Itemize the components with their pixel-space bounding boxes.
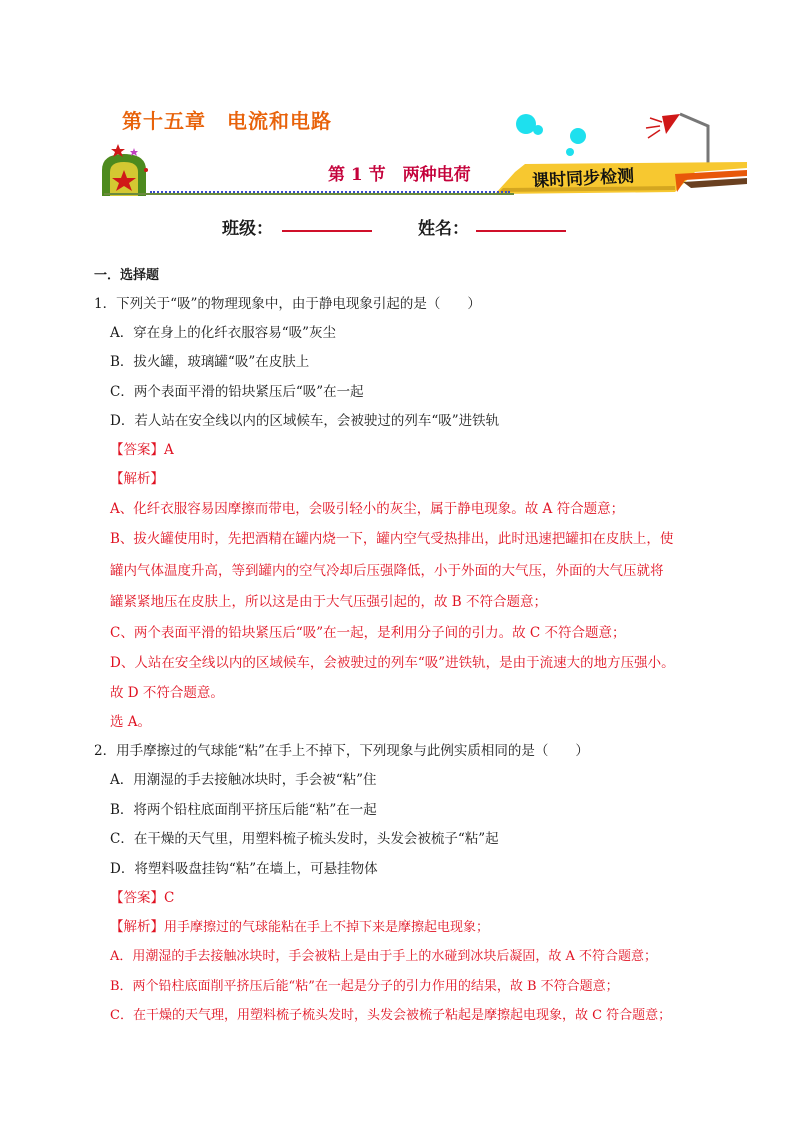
question-1-answer: 【答案】A <box>110 442 174 458</box>
question-2-option-b: B．将两个铅柱底面削平挤压后能“粘”在一起 <box>110 802 377 818</box>
bubbles-decoration <box>508 110 598 160</box>
question-1-analysis-line: 罐紧紧地压在皮肤上，所以这是由于大气压强引起的，故 B 不符合题意； <box>110 594 548 610</box>
question-1-stem: 1．下列关于“吸”的物理现象中，由于静电现象引起的是（ ） <box>94 296 481 312</box>
question-1-option-c: C．两个表面平滑的铅块紧压后“吸”在一起 <box>110 384 364 400</box>
question-1-option-d: D．若人站在安全线以内的区域候车，会被驶过的列车“吸”进铁轨 <box>110 413 500 429</box>
question-1-analysis-line: C、两个表面平滑的铅块紧压后“吸”在一起，是利用分子间的引力。故 C 不符合题意； <box>110 625 626 641</box>
question-1-analysis-line: A、化纤衣服容易因摩擦而带电，会吸引轻小的灰尘，属于静电现象。故 A 符合题意； <box>110 501 625 517</box>
question-2-analysis-line: B．两个铅柱底面削平挤压后能“粘”在一起是分子的引力作用的结果，故 B 不符合题意； <box>110 979 619 994</box>
question-2-analysis-label: 【解析】 <box>110 919 164 935</box>
class-blank-field[interactable] <box>282 230 372 232</box>
section-title: 第 1 节 两种电荷 <box>328 165 471 185</box>
question-2-analysis-line: A．用潮湿的手去接触冰块时，手会被粘上是由于手上的水碰到冰块后凝固，故 A 不符合题意； <box>110 949 658 964</box>
question-2-analysis <box>110 917 489 938</box>
question-2-option-d: D．将塑料吸盘挂钩“粘”在墙上，可悬挂物体 <box>110 861 378 877</box>
question-1-option-b: B．拔火罐，玻璃罐“吸”在皮肤上 <box>110 354 310 370</box>
header-decoration-left <box>96 140 156 200</box>
banner-title: 课时同步检测 <box>531 166 635 192</box>
question-1-analysis-line: B、拔火罐使用时，先把酒精在罐内烧一下，罐内空气受热排出，此时迅速把罐扣在皮肤上，使 <box>110 531 674 547</box>
question-2-option-a: A．用潮湿的手去接触冰块时，手会被“粘”住 <box>110 772 377 788</box>
header-dotted-line <box>150 191 510 193</box>
question-1-analysis-line: D、人站在安全线以内的区域候车，会被驶过的列车“吸”进铁轨，是由于流速大的地方压强小。 <box>110 655 675 671</box>
question-1-analysis-line: 故 D 不符合题意。 <box>110 685 224 701</box>
question-2-analysis-line: C．在干燥的天气理，用塑料梳子梳头发时，头发会被梳子粘起是摩擦起电现象，故 C 符合题意； <box>110 1008 672 1023</box>
question-2-analysis-first: 用手摩擦过的气球能粘在手上不掉下来是摩擦起电现象； <box>164 920 490 935</box>
question-1-analysis-line: 罐内气体温度升高，等到罐内的空气冷却后压强降低，小于外面的大气压，外面的大气压就将 <box>110 563 664 579</box>
header-underline <box>104 193 514 195</box>
name-blank-field[interactable] <box>476 230 566 232</box>
name-label: 姓名： <box>418 219 469 239</box>
question-2-answer: 【答案】C <box>110 890 175 906</box>
class-label: 班级： <box>222 219 273 239</box>
question-1-choose: 选 A。 <box>110 714 152 730</box>
question-2-option-c: C．在干燥的天气里，用塑料梳子梳头发时，头发会被梳子“粘”起 <box>110 831 499 847</box>
question-1-analysis-label: 【解析】 <box>110 471 164 487</box>
question-1-option-a: A．穿在身上的化纤衣服容易“吸”灰尘 <box>110 325 337 341</box>
section-heading: 一．选择题 <box>94 268 160 283</box>
chapter-title: 第十五章 电流和电路 <box>122 109 332 133</box>
question-2-stem: 2．用手摩擦过的气球能“粘”在手上不掉下，下列现象与此例实质相同的是（ ） <box>94 743 589 759</box>
